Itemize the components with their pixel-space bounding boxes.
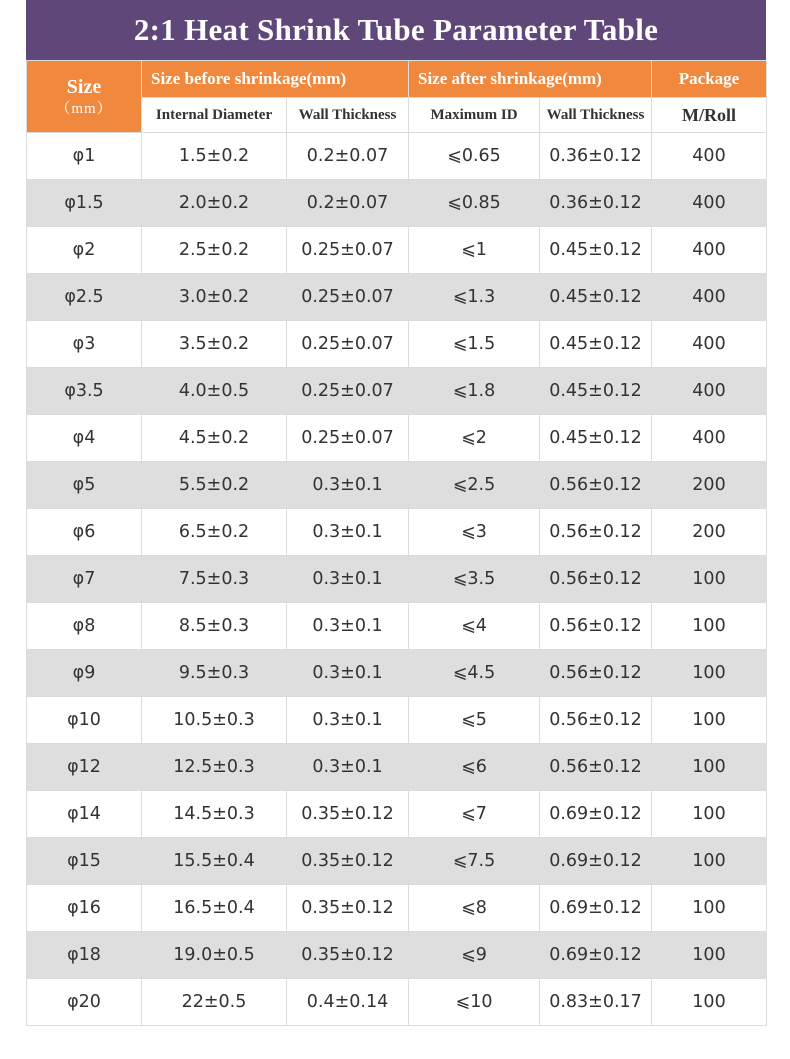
internal-diameter-header: Internal Diameter xyxy=(142,98,287,133)
table-row xyxy=(27,133,767,180)
size-cell: φ8 xyxy=(27,603,142,650)
maximum-id-cell: ⩽1 xyxy=(409,227,540,274)
table-row xyxy=(27,415,767,462)
m-roll-cell: 200 xyxy=(652,509,767,556)
table-row xyxy=(27,274,767,321)
maximum-id-cell: ⩽1.8 xyxy=(409,368,540,415)
m-roll-cell: 200 xyxy=(652,462,767,509)
table-row xyxy=(27,979,767,1026)
table-row xyxy=(27,791,767,838)
internal-diameter-cell: 19.0±0.5 xyxy=(142,932,287,979)
size-cell: φ20 xyxy=(27,979,142,1026)
size-cell: φ6 xyxy=(27,509,142,556)
table-row xyxy=(27,744,767,791)
wall-thickness-before-cell: 0.35±0.12 xyxy=(287,885,409,932)
parameter-table xyxy=(26,60,767,1026)
wall-thickness-after-cell: 0.45±0.12 xyxy=(540,321,652,368)
m-roll-cell: 100 xyxy=(652,932,767,979)
table-row xyxy=(27,650,767,697)
wall-thickness-after-cell: 0.56±0.12 xyxy=(540,462,652,509)
internal-diameter-cell: 9.5±0.3 xyxy=(142,650,287,697)
maximum-id-header: Maximum ID xyxy=(409,98,540,133)
table-row xyxy=(27,462,767,509)
size-cell: φ2 xyxy=(27,227,142,274)
size-cell: φ16 xyxy=(27,885,142,932)
wall-thickness-after-cell: 0.45±0.12 xyxy=(540,274,652,321)
size-cell: φ7 xyxy=(27,556,142,603)
internal-diameter-cell: 12.5±0.3 xyxy=(142,744,287,791)
m-roll-header: M/Roll xyxy=(652,98,767,133)
size-cell: φ1 xyxy=(27,133,142,180)
header-row-groups xyxy=(27,61,767,98)
wall-thickness-before-cell: 0.3±0.1 xyxy=(287,556,409,603)
size-cell: φ15 xyxy=(27,838,142,885)
wall-thickness-after-cell: 0.56±0.12 xyxy=(540,509,652,556)
wall-thickness-after-cell: 0.69±0.12 xyxy=(540,932,652,979)
internal-diameter-cell: 4.5±0.2 xyxy=(142,415,287,462)
wall-thickness-after-cell: 0.83±0.17 xyxy=(540,979,652,1026)
internal-diameter-cell: 8.5±0.3 xyxy=(142,603,287,650)
wall-thickness-after-cell: 0.56±0.12 xyxy=(540,650,652,697)
maximum-id-cell: ⩽7.5 xyxy=(409,838,540,885)
wall-thickness-after-cell: 0.36±0.12 xyxy=(540,133,652,180)
internal-diameter-cell: 14.5±0.3 xyxy=(142,791,287,838)
m-roll-cell: 400 xyxy=(652,415,767,462)
size-cell: φ2.5 xyxy=(27,274,142,321)
table-row xyxy=(27,321,767,368)
size-cell: φ3 xyxy=(27,321,142,368)
internal-diameter-cell: 6.5±0.2 xyxy=(142,509,287,556)
wall-thickness-before-header: Wall Thickness xyxy=(287,98,409,133)
table-row xyxy=(27,556,767,603)
wall-thickness-before-cell: 0.35±0.12 xyxy=(287,791,409,838)
m-roll-cell: 100 xyxy=(652,650,767,697)
wall-thickness-before-cell: 0.3±0.1 xyxy=(287,744,409,791)
wall-thickness-after-cell: 0.56±0.12 xyxy=(540,697,652,744)
m-roll-cell: 100 xyxy=(652,556,767,603)
m-roll-cell: 400 xyxy=(652,227,767,274)
internal-diameter-cell: 22±0.5 xyxy=(142,979,287,1026)
maximum-id-cell: ⩽9 xyxy=(409,932,540,979)
after-shrinkage-header: Size after shrinkage(mm) xyxy=(409,61,652,98)
maximum-id-cell: ⩽10 xyxy=(409,979,540,1026)
wall-thickness-before-cell: 0.3±0.1 xyxy=(287,697,409,744)
internal-diameter-cell: 3.5±0.2 xyxy=(142,321,287,368)
internal-diameter-cell: 16.5±0.4 xyxy=(142,885,287,932)
internal-diameter-cell: 15.5±0.4 xyxy=(142,838,287,885)
size-cell: φ10 xyxy=(27,697,142,744)
maximum-id-cell: ⩽0.85 xyxy=(409,180,540,227)
m-roll-cell: 100 xyxy=(652,697,767,744)
wall-thickness-before-cell: 0.35±0.12 xyxy=(287,932,409,979)
wall-thickness-before-cell: 0.3±0.1 xyxy=(287,462,409,509)
size-cell: φ3.5 xyxy=(27,368,142,415)
wall-thickness-after-cell: 0.45±0.12 xyxy=(540,368,652,415)
internal-diameter-cell: 7.5±0.3 xyxy=(142,556,287,603)
maximum-id-cell: ⩽0.65 xyxy=(409,133,540,180)
wall-thickness-before-cell: 0.25±0.07 xyxy=(287,227,409,274)
wall-thickness-before-cell: 0.4±0.14 xyxy=(287,979,409,1026)
m-roll-cell: 400 xyxy=(652,321,767,368)
m-roll-cell: 400 xyxy=(652,133,767,180)
wall-thickness-before-cell: 0.3±0.1 xyxy=(287,509,409,556)
internal-diameter-cell: 2.0±0.2 xyxy=(142,180,287,227)
internal-diameter-cell: 5.5±0.2 xyxy=(142,462,287,509)
internal-diameter-cell: 4.0±0.5 xyxy=(142,368,287,415)
m-roll-cell: 100 xyxy=(652,603,767,650)
wall-thickness-after-cell: 0.45±0.12 xyxy=(540,415,652,462)
internal-diameter-cell: 1.5±0.2 xyxy=(142,133,287,180)
maximum-id-cell: ⩽7 xyxy=(409,791,540,838)
maximum-id-cell: ⩽1.3 xyxy=(409,274,540,321)
size-header-unit: （mm） xyxy=(55,100,113,117)
m-roll-cell: 100 xyxy=(652,791,767,838)
m-roll-cell: 100 xyxy=(652,885,767,932)
page-title: 2:1 Heat Shrink Tube Parameter Table xyxy=(26,0,766,60)
size-cell: φ14 xyxy=(27,791,142,838)
maximum-id-cell: ⩽4 xyxy=(409,603,540,650)
maximum-id-cell: ⩽3.5 xyxy=(409,556,540,603)
internal-diameter-cell: 3.0±0.2 xyxy=(142,274,287,321)
wall-thickness-before-cell: 0.2±0.07 xyxy=(287,133,409,180)
m-roll-cell: 400 xyxy=(652,180,767,227)
size-header xyxy=(27,61,142,133)
maximum-id-cell: ⩽4.5 xyxy=(409,650,540,697)
table-row xyxy=(27,932,767,979)
m-roll-cell: 100 xyxy=(652,979,767,1026)
wall-thickness-after-cell: 0.69±0.12 xyxy=(540,791,652,838)
wall-thickness-before-cell: 0.3±0.1 xyxy=(287,650,409,697)
table-row xyxy=(27,180,767,227)
wall-thickness-before-cell: 0.25±0.07 xyxy=(287,368,409,415)
table-row xyxy=(27,603,767,650)
wall-thickness-before-cell: 0.3±0.1 xyxy=(287,603,409,650)
size-cell: φ18 xyxy=(27,932,142,979)
size-cell: φ12 xyxy=(27,744,142,791)
maximum-id-cell: ⩽8 xyxy=(409,885,540,932)
size-cell: φ1.5 xyxy=(27,180,142,227)
table-body xyxy=(27,133,767,1026)
wall-thickness-after-header: Wall Thickness xyxy=(540,98,652,133)
table-row xyxy=(27,838,767,885)
table-row xyxy=(27,885,767,932)
m-roll-cell: 100 xyxy=(652,744,767,791)
wall-thickness-before-cell: 0.35±0.12 xyxy=(287,838,409,885)
wall-thickness-before-cell: 0.2±0.07 xyxy=(287,180,409,227)
internal-diameter-cell: 2.5±0.2 xyxy=(142,227,287,274)
wall-thickness-after-cell: 0.69±0.12 xyxy=(540,838,652,885)
m-roll-cell: 100 xyxy=(652,838,767,885)
wall-thickness-after-cell: 0.69±0.12 xyxy=(540,885,652,932)
wall-thickness-after-cell: 0.56±0.12 xyxy=(540,744,652,791)
maximum-id-cell: ⩽5 xyxy=(409,697,540,744)
before-shrinkage-header: Size before shrinkage(mm) xyxy=(142,61,409,98)
maximum-id-cell: ⩽1.5 xyxy=(409,321,540,368)
maximum-id-cell: ⩽2 xyxy=(409,415,540,462)
m-roll-cell: 400 xyxy=(652,368,767,415)
size-header-label: Size xyxy=(66,75,102,98)
wall-thickness-after-cell: 0.36±0.12 xyxy=(540,180,652,227)
wall-thickness-before-cell: 0.25±0.07 xyxy=(287,274,409,321)
table-row xyxy=(27,368,767,415)
table-row xyxy=(27,509,767,556)
maximum-id-cell: ⩽3 xyxy=(409,509,540,556)
maximum-id-cell: ⩽6 xyxy=(409,744,540,791)
size-cell: φ5 xyxy=(27,462,142,509)
size-cell: φ4 xyxy=(27,415,142,462)
m-roll-cell: 400 xyxy=(652,274,767,321)
size-cell: φ9 xyxy=(27,650,142,697)
maximum-id-cell: ⩽2.5 xyxy=(409,462,540,509)
wall-thickness-before-cell: 0.25±0.07 xyxy=(287,415,409,462)
wall-thickness-after-cell: 0.56±0.12 xyxy=(540,603,652,650)
wall-thickness-after-cell: 0.56±0.12 xyxy=(540,556,652,603)
table-row xyxy=(27,697,767,744)
package-header: Package xyxy=(652,61,767,98)
wall-thickness-after-cell: 0.45±0.12 xyxy=(540,227,652,274)
wall-thickness-before-cell: 0.25±0.07 xyxy=(287,321,409,368)
table-row xyxy=(27,227,767,274)
internal-diameter-cell: 10.5±0.3 xyxy=(142,697,287,744)
